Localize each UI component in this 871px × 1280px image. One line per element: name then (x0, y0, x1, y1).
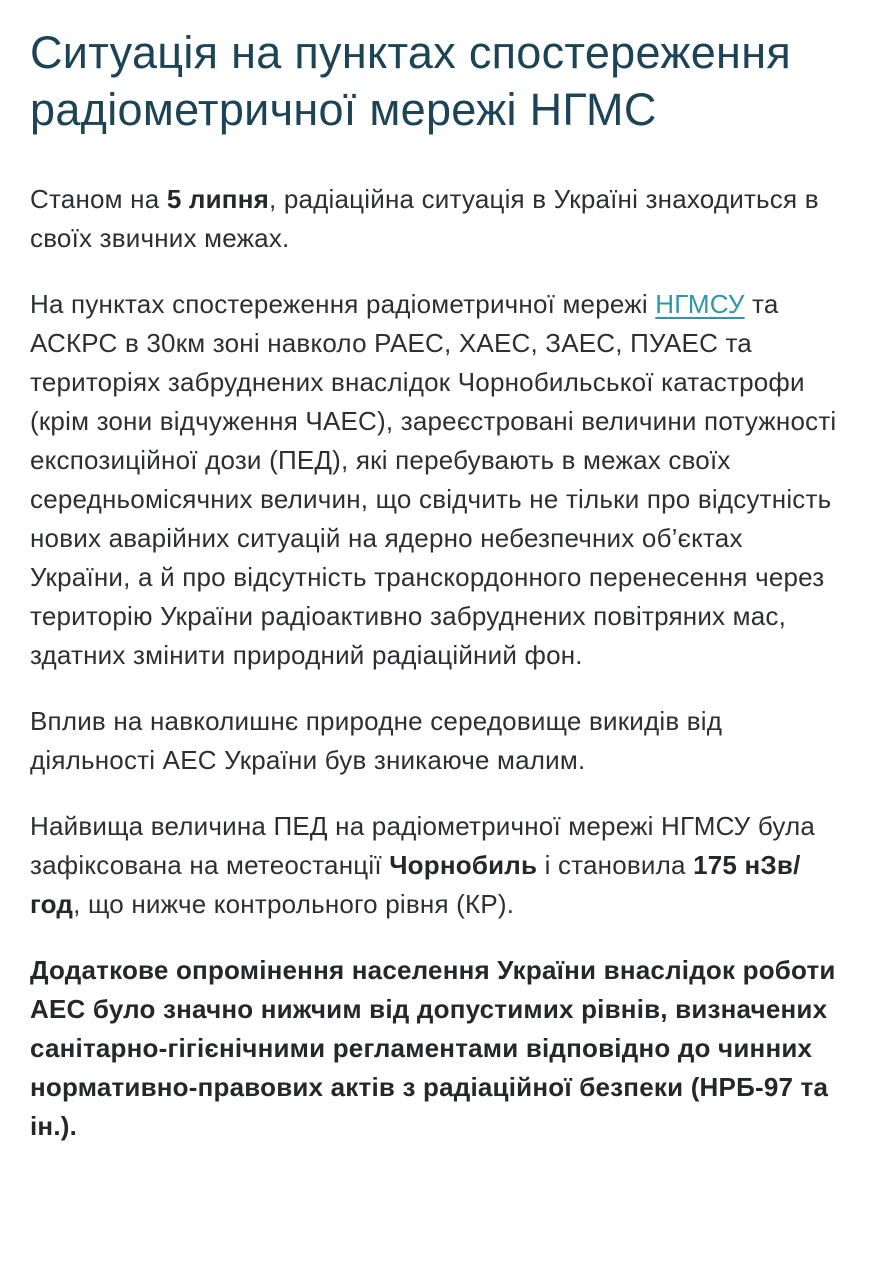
text-run: , радіаційна ситуація в Україні знаходиться в своїх звичних межах. (30, 184, 819, 254)
ngmsu-link[interactable]: НГМСУ (655, 289, 745, 320)
dose-value-emphasis: 175 нЗв/год (30, 850, 801, 920)
paragraph-environment-impact (30, 702, 843, 780)
text-run: Найвища величина ПЕД на радіометричної мережі НГМСУ була зафіксована на метеостанції (30, 811, 816, 881)
text-run: Станом на (30, 184, 167, 215)
station-emphasis: Чорнобиль (389, 850, 538, 881)
text-run: Додаткове опромінення населення України внаслідок роботи АЕС було значно нижчим від допустимих рівнів, визначених санітарно-гігієнічними регламентами відповідно до чинних нормативно-правових актів з радіаційної безпеки (НРБ-97 та ін.). (30, 955, 836, 1142)
text-run: , що нижче контрольного рівня (КР). (73, 889, 515, 920)
text-run: На пунктах спостереження радіометричної мережі (30, 289, 656, 320)
paragraph-observation-points (30, 285, 843, 675)
text-run: та АСКРС в 30км зоні навколо РАЕС, ХАЕС, ЗАЕС, ПУАЕС та територіях забруднених внаслідок Чорнобильської катастрофи (крім зони відчуження ЧАЕС), зареєстровані величини потужності експозиційної дози (ПЕД), які перебувають в межах своїх середньомісячних величин, що свідчить не тільки про відсутність нових аварійних ситуацій на ядерно небезпечних об’єктах України, а й про відсутність транскордонного перенесення через територію України радіоактивно забруднених повітряних мас, здатних змінити природний радіаційний фон. (30, 289, 837, 671)
article-title: Ситуація на пунктах спостереження радіометричної мережі НГМС (30, 27, 792, 136)
paragraph-max-ped (30, 807, 843, 924)
text-run: і становила (537, 850, 694, 881)
text-run: Вплив на навколишнє природне середовище викидів від діяльності АЕС України був зникаюче малим. (30, 706, 723, 776)
date-emphasis: 5 липня (166, 184, 269, 215)
paragraph-status (30, 180, 843, 258)
paragraph-population-exposure (30, 951, 843, 1146)
